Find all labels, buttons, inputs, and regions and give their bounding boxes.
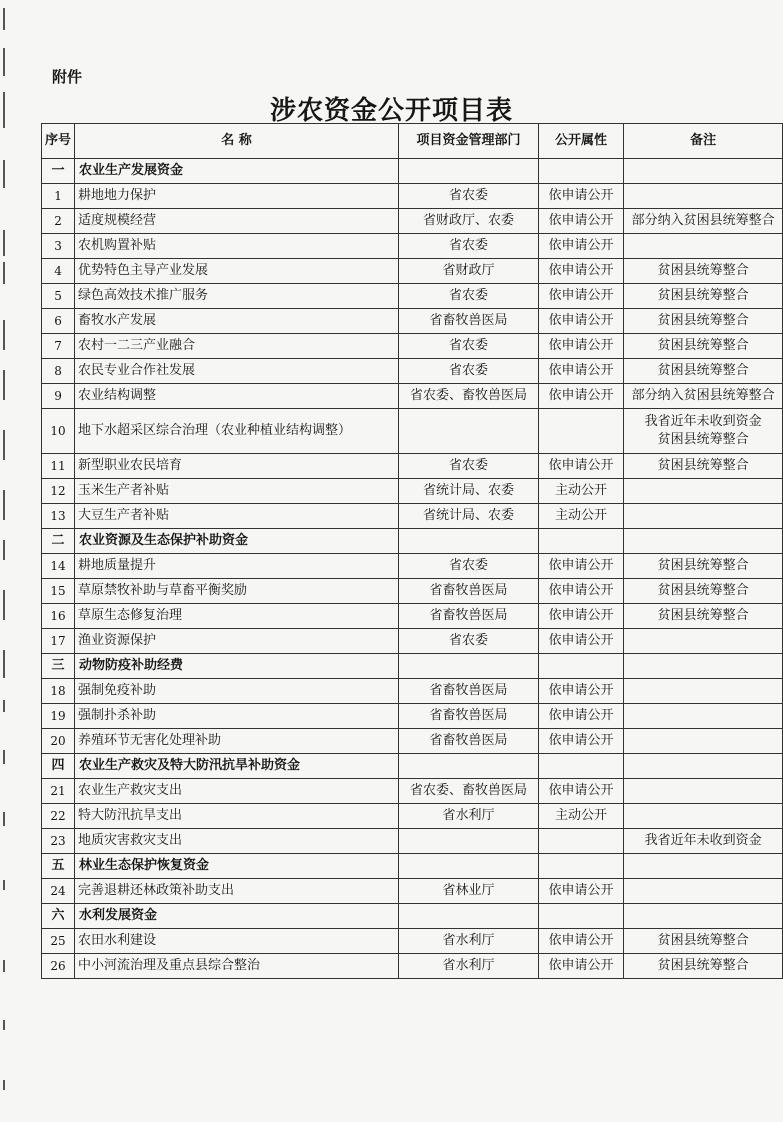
row-number: 15 [42,579,75,604]
attachment-label: 附件 [52,68,83,86]
dept-cell: 省畜牧兽医局 [399,309,539,334]
attr-cell [538,159,623,184]
table-row [42,384,783,409]
dept-cell: 省农委 [399,234,539,259]
header-name: 名 称 [75,124,399,159]
attr-cell: 依申请公开 [538,334,623,359]
attr-cell: 依申请公开 [538,679,623,704]
category-row [42,754,783,779]
table-row [42,504,783,529]
project-name: 农业生产救灾支出 [75,779,399,804]
table-row [42,829,783,854]
table-row [42,629,783,654]
remark-cell: 贫困县统筹整合 [624,284,783,309]
remark-cell: 贫困县统筹整合 [624,929,783,954]
attr-cell: 依申请公开 [538,359,623,384]
attr-cell: 依申请公开 [538,779,623,804]
remark-cell: 部分纳入贫困县统筹整合 [624,209,783,234]
remark-cell [624,854,783,879]
attr-cell: 依申请公开 [538,729,623,754]
category-name: 农业生产发展资金 [75,159,399,184]
table-row [42,184,783,209]
project-name: 特大防汛抗旱支出 [75,804,399,829]
attr-cell: 依申请公开 [538,554,623,579]
dept-cell: 省畜牧兽医局 [399,579,539,604]
attr-cell: 依申请公开 [538,284,623,309]
project-name: 玉米生产者补贴 [75,479,399,504]
attr-cell: 依申请公开 [538,879,623,904]
dept-cell [399,854,539,879]
row-number: 7 [42,334,75,359]
remark-cell [624,754,783,779]
remark-cell [624,804,783,829]
dept-cell [399,654,539,679]
attr-cell: 依申请公开 [538,184,623,209]
table-row [42,259,783,284]
project-name: 地质灾害救灾支出 [75,829,399,854]
dept-cell [399,754,539,779]
dept-cell: 省农委 [399,554,539,579]
project-name: 适度规模经营 [75,209,399,234]
document-title: 涉农资金公开项目表 [269,96,513,126]
row-number: 9 [42,384,75,409]
attr-cell: 依申请公开 [538,384,623,409]
row-number: 20 [42,729,75,754]
project-name: 农机购置补贴 [75,234,399,259]
dept-cell: 省水利厅 [399,954,539,979]
project-name: 中小河流治理及重点县综合整治 [75,954,399,979]
remark-cell [624,504,783,529]
row-number: 5 [42,284,75,309]
attr-cell: 主动公开 [538,804,623,829]
category-number: 六 [42,904,75,929]
attr-cell: 依申请公开 [538,234,623,259]
remark-cell [624,529,783,554]
attr-cell [538,529,623,554]
row-number: 10 [42,409,75,454]
table-header-row [42,124,783,159]
dept-cell: 省农委 [399,184,539,209]
category-number: 五 [42,854,75,879]
attr-cell: 主动公开 [538,504,623,529]
remark-cell [624,904,783,929]
table-row [42,729,783,754]
table-row [42,359,783,384]
category-name: 农业资源及生态保护补助资金 [75,529,399,554]
project-name: 新型职业农民培育 [75,454,399,479]
attr-cell: 依申请公开 [538,954,623,979]
project-name: 农业结构调整 [75,384,399,409]
row-number: 6 [42,309,75,334]
dept-cell: 省畜牧兽医局 [399,704,539,729]
remark-cell: 贫困县统筹整合 [624,579,783,604]
table-row [42,954,783,979]
project-name: 耕地地力保护 [75,184,399,209]
row-number: 14 [42,554,75,579]
row-number: 19 [42,704,75,729]
remark-cell [624,479,783,504]
remark-cell: 我省近年未收到资金 贫困县统筹整合 [624,409,783,454]
remark-cell: 贫困县统筹整合 [624,604,783,629]
remark-cell: 贫困县统筹整合 [624,359,783,384]
row-number: 23 [42,829,75,854]
table-row [42,879,783,904]
project-name: 大豆生产者补贴 [75,504,399,529]
category-number: 二 [42,529,75,554]
dept-cell: 省林业厅 [399,879,539,904]
remark-cell: 我省近年未收到资金 [624,829,783,854]
remark-cell [624,234,783,259]
attr-cell: 依申请公开 [538,309,623,334]
row-number: 18 [42,679,75,704]
row-number: 17 [42,629,75,654]
remark-cell [624,879,783,904]
table-row [42,209,783,234]
category-row [42,654,783,679]
attr-cell: 依申请公开 [538,454,623,479]
remark-cell [624,654,783,679]
attr-cell: 依申请公开 [538,929,623,954]
table-row [42,929,783,954]
header-attr: 公开属性 [538,124,623,159]
row-number: 13 [42,504,75,529]
project-name: 草原禁牧补助与草畜平衡奖励 [75,579,399,604]
table-row [42,704,783,729]
remark-cell: 部分纳入贫困县统筹整合 [624,384,783,409]
remark-cell [624,184,783,209]
row-number: 22 [42,804,75,829]
row-number: 3 [42,234,75,259]
project-name: 强制免疫补助 [75,679,399,704]
row-number: 12 [42,479,75,504]
row-number: 2 [42,209,75,234]
attr-cell [538,854,623,879]
project-name: 优势特色主导产业发展 [75,259,399,284]
category-number: 一 [42,159,75,184]
remark-cell [624,159,783,184]
attr-cell: 依申请公开 [538,259,623,284]
table-row [42,779,783,804]
remark-cell: 贫困县统筹整合 [624,334,783,359]
project-name: 农村一二三产业融合 [75,334,399,359]
dept-cell: 省财政厅 [399,259,539,284]
project-name: 草原生态修复治理 [75,604,399,629]
row-number: 26 [42,954,75,979]
table-row [42,679,783,704]
table-row [42,604,783,629]
attr-cell: 依申请公开 [538,209,623,234]
dept-cell: 省统计局、农委 [399,504,539,529]
attr-cell [538,409,623,454]
table-row [42,554,783,579]
row-number: 11 [42,454,75,479]
dept-cell: 省农委 [399,454,539,479]
category-row [42,904,783,929]
project-name: 渔业资源保护 [75,629,399,654]
dept-cell: 省农委 [399,359,539,384]
category-row [42,159,783,184]
row-number: 21 [42,779,75,804]
remark-cell: 贫困县统筹整合 [624,454,783,479]
remark-cell: 贫困县统筹整合 [624,954,783,979]
dept-cell: 省畜牧兽医局 [399,679,539,704]
remark-cell [624,629,783,654]
remark-cell [624,779,783,804]
table-row [42,334,783,359]
attr-cell: 依申请公开 [538,629,623,654]
dept-cell [399,904,539,929]
dept-cell: 省水利厅 [399,929,539,954]
dept-cell: 省农委、畜牧兽医局 [399,779,539,804]
remark-cell: 贫困县统筹整合 [624,554,783,579]
dept-cell: 省财政厅、农委 [399,209,539,234]
row-number: 4 [42,259,75,284]
project-name: 养殖环节无害化处理补助 [75,729,399,754]
project-name: 绿色高效技术推广服务 [75,284,399,309]
dept-cell [399,829,539,854]
table-row [42,409,783,454]
scan-binding-marks [0,0,16,1122]
remark-cell: 贫困县统筹整合 [624,309,783,334]
project-name: 耕地质量提升 [75,554,399,579]
dept-cell: 省农委 [399,284,539,309]
attr-cell: 依申请公开 [538,579,623,604]
header-dept: 项目资金管理部门 [399,124,539,159]
project-name: 农田水利建设 [75,929,399,954]
attr-cell [538,904,623,929]
row-number: 16 [42,604,75,629]
category-row [42,529,783,554]
project-name: 强制扑杀补助 [75,704,399,729]
table-row [42,804,783,829]
table-row [42,579,783,604]
project-name: 地下水超采区综合治理（农业种植业结构调整） [75,409,399,454]
remark-cell [624,729,783,754]
attr-cell: 依申请公开 [538,704,623,729]
attr-cell [538,754,623,779]
attr-cell: 主动公开 [538,479,623,504]
category-name: 水利发展资金 [75,904,399,929]
remark-cell: 贫困县统筹整合 [624,259,783,284]
dept-cell: 省农委 [399,629,539,654]
category-name: 农业生产救灾及特大防汛抗旱补助资金 [75,754,399,779]
table-row [42,479,783,504]
category-number: 四 [42,754,75,779]
dept-cell [399,159,539,184]
table-row [42,309,783,334]
dept-cell [399,529,539,554]
category-name: 林业生态保护恢复资金 [75,854,399,879]
attr-cell [538,654,623,679]
dept-cell: 省农委、畜牧兽医局 [399,384,539,409]
dept-cell [399,409,539,454]
remark-cell [624,679,783,704]
project-name: 农民专业合作社发展 [75,359,399,384]
category-row [42,854,783,879]
table-row [42,284,783,309]
dept-cell: 省统计局、农委 [399,479,539,504]
table-body [42,159,783,979]
row-number: 25 [42,929,75,954]
row-number: 24 [42,879,75,904]
attr-cell [538,829,623,854]
remark-cell [624,704,783,729]
table-row [42,234,783,259]
dept-cell: 省农委 [399,334,539,359]
header-remark: 备注 [624,124,783,159]
category-number: 三 [42,654,75,679]
dept-cell: 省畜牧兽医局 [399,604,539,629]
table-row [42,454,783,479]
dept-cell: 省畜牧兽医局 [399,729,539,754]
dept-cell: 省水利厅 [399,804,539,829]
row-number: 1 [42,184,75,209]
row-number: 8 [42,359,75,384]
attr-cell: 依申请公开 [538,604,623,629]
header-no: 序号 [42,124,75,159]
project-name: 畜牧水产发展 [75,309,399,334]
project-table [41,123,783,979]
category-name: 动物防疫补助经费 [75,654,399,679]
project-name: 完善退耕还林政策补助支出 [75,879,399,904]
